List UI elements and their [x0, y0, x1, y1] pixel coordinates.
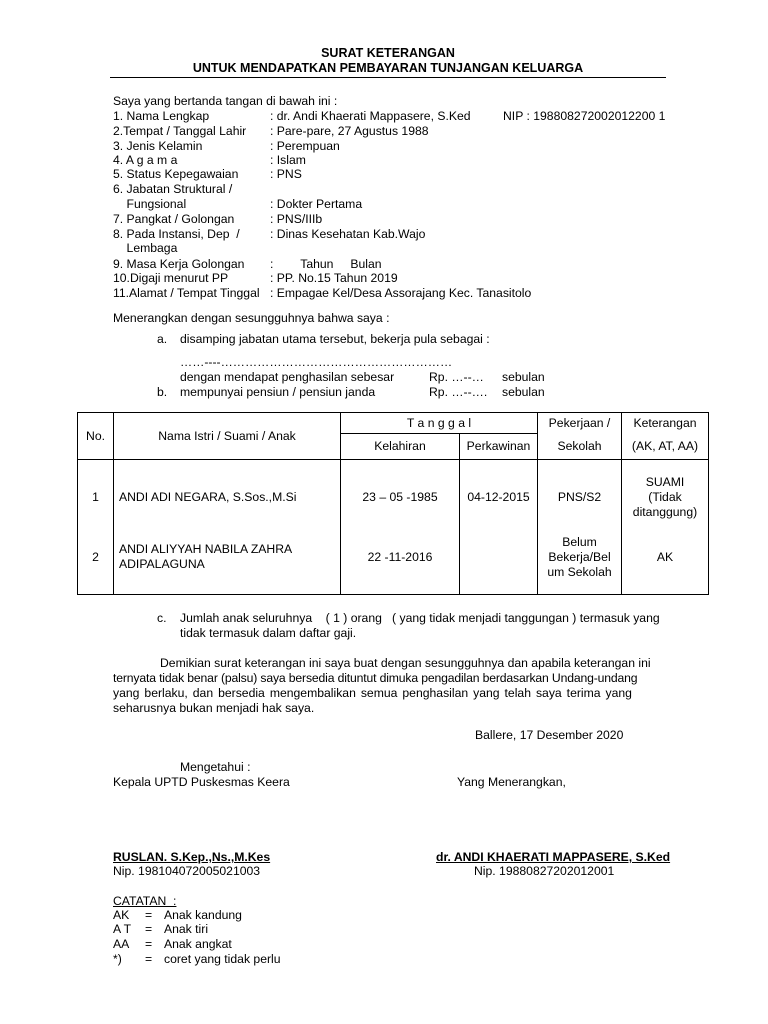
- item-a-per: sebulan: [502, 370, 545, 384]
- item-c-marker: c.: [157, 611, 167, 625]
- catatan-desc: Anak angkat: [164, 937, 232, 951]
- field-value: : Tahun Bulan: [270, 257, 382, 271]
- catatan-code: *): [113, 952, 122, 966]
- field-label: 9. Masa Kerja Golongan: [113, 257, 245, 271]
- field-value: : Perempuan: [270, 139, 340, 153]
- field-value: : Pare-pare, 27 Agustus 1988: [270, 124, 429, 138]
- table-cell-keterangan: AK: [656, 549, 674, 564]
- field-label: 5. Status Kepegawaian: [113, 167, 239, 181]
- family-table: [77, 412, 709, 595]
- field-value: : dr. Andi Khaerati Mappasere, S.Ked: [270, 109, 471, 123]
- catatan-eq: =: [145, 908, 153, 922]
- table-cell-perkawinan: [460, 532, 537, 582]
- header-kelahiran: Kelahiran: [374, 439, 426, 453]
- table-border: [708, 412, 709, 595]
- declaration-text: Menerangkan dengan sesungguhnya bahwa saya :: [113, 311, 390, 325]
- header-nama: Nama Istri / Suami / Anak: [158, 428, 296, 443]
- catatan-code: AK: [113, 908, 130, 922]
- table-cell-keterangan: SUAMI (Tidak ditanggung): [632, 474, 698, 519]
- header-keterangan-codes: (AK, AT, AA): [631, 439, 699, 453]
- place-date: Ballere, 17 Desember 2020: [475, 728, 624, 742]
- document-subtitle: UNTUK MENDAPATKAN PEMBAYARAN TUNJANGAN KELUARGA: [192, 61, 584, 75]
- closing-line: ternyata tidak benar (palsu) saya bersedia dituntut dimuka pengadilan berdasarkan Undang-undang: [113, 671, 638, 685]
- field-label: 1. Nama Lengkap: [113, 109, 210, 123]
- field-label: 2.Tempat / Tanggal Lahir: [113, 124, 247, 138]
- field-label: 3. Jenis Kelamin: [113, 139, 203, 153]
- field-label: 10.Digaji menurut PP: [113, 271, 229, 285]
- item-b-rp: Rp. …--….: [429, 385, 488, 399]
- catatan-title: CATATAN :: [113, 894, 177, 908]
- intro-text: Saya yang bertanda tangan di bawah ini :: [113, 94, 338, 108]
- field-value: : Dinas Kesehatan Kab.Wajo: [270, 227, 426, 241]
- table-border: [77, 594, 709, 595]
- field-label: 6. Jabatan Struktural /: [113, 182, 233, 196]
- header-sekolah: Sekolah: [557, 439, 602, 453]
- mengetahui-label: Mengetahui :: [180, 760, 251, 774]
- table-cell-perkawinan: 04-12-2015: [467, 489, 530, 504]
- table-cell-pekerjaan: Belum Bekerja/Bel um Sekolah: [547, 534, 612, 579]
- item-b-marker: b.: [157, 385, 168, 399]
- field-value: : PNS/IIIb: [270, 212, 323, 226]
- field-value: : Islam: [270, 153, 306, 167]
- field-label: 8. Pada Instansi, Dep /: [113, 227, 240, 241]
- item-b-text: mempunyai pensiun / pensiun janda: [180, 385, 376, 399]
- field-label: Fungsional: [113, 197, 187, 211]
- catatan-eq: =: [145, 922, 153, 936]
- table-cell-pekerjaan: PNS/S2: [557, 489, 602, 504]
- right-signer-name: dr. ANDI KHAERATI MAPPASERE, S.Ked: [436, 850, 671, 864]
- table-cell-no: 2: [92, 549, 99, 564]
- field-label: 11.Alamat / Tempat Tinggal: [113, 286, 260, 300]
- table-cell-kelahiran: 22 -11-2016: [367, 549, 433, 564]
- left-signer-title: Kepala UPTD Puskesmas Keera: [113, 775, 290, 789]
- table-border: [77, 459, 709, 460]
- field-value: : Empagae Kel/Desa Assorajang Kec. Tanasitolo: [270, 286, 532, 300]
- catatan-desc: Anak kandung: [164, 908, 242, 922]
- catatan-desc: coret yang tidak perlu: [164, 952, 281, 966]
- item-a-text: disamping jabatan utama tersebut, bekerja pula sebagai :: [180, 332, 490, 346]
- item-b-per: sebulan: [502, 385, 545, 399]
- table-cell-nama: ANDI ALIYYAH NABILA ZAHRA ADIPALAGUNA: [119, 542, 292, 571]
- nip-value: NIP : 198808272002012200 1: [503, 109, 666, 123]
- table-cell-kelahiran: 23 – 05 -1985: [362, 489, 438, 504]
- field-value: : PNS: [270, 167, 302, 181]
- catatan-desc: Anak tiri: [164, 922, 209, 936]
- catatan-code: A T: [113, 922, 132, 936]
- catatan-code: AA: [113, 937, 130, 951]
- item-a-rp: Rp. …--…: [429, 370, 484, 384]
- field-label: Lembaga: [113, 241, 178, 255]
- field-value: : PP. No.15 Tahun 2019: [270, 271, 398, 285]
- catatan-eq: =: [145, 952, 153, 966]
- header-pekerjaan: Pekerjaan /: [548, 415, 611, 430]
- header-perkawinan: Perkawinan: [466, 439, 531, 453]
- item-c-line2: tidak termasuk dalam daftar gaji.: [180, 626, 357, 640]
- item-a-income: dengan mendapat penghasilan sebesar: [180, 370, 395, 384]
- header-tanggal: T a n g g a l: [406, 415, 472, 430]
- item-a-dots: ……----…………………………………………………: [180, 355, 453, 369]
- field-value: : Dokter Pertama: [270, 197, 363, 211]
- table-cell-no: 1: [92, 489, 99, 504]
- closing-line: seharusnya bukan menjadi hak saya.: [113, 701, 315, 715]
- left-signer-nip: Nip. 198104072005021003: [113, 864, 261, 878]
- catatan-eq: =: [145, 937, 153, 951]
- document-title: SURAT KETERANGAN: [321, 46, 455, 60]
- field-label: 7. Pangkat / Golongan: [113, 212, 235, 226]
- header-no: No.: [86, 428, 105, 443]
- item-c-line1: Jumlah anak seluruhnya ( 1 ) orang ( yang tidak menjadi tanggungan ) termasuk yang: [180, 611, 660, 625]
- closing-line: yang berlaku, dan bersedia mengembalikan semua penghasilan yang telah saya terima yang: [113, 686, 632, 700]
- table-cell-nama: ANDI ADI NEGARA, S.Sos.,M.Si: [119, 489, 297, 504]
- header-keterangan: Keterangan: [633, 415, 697, 430]
- right-signer-title: Yang Menerangkan,: [457, 775, 566, 789]
- closing-line: Demikian surat keterangan ini saya buat dengan sesungguhnya dan apabila keterangan ini: [160, 656, 651, 670]
- right-signer-nip: Nip. 19880827202012001: [474, 864, 615, 878]
- item-a-marker: a.: [157, 332, 168, 346]
- title-underline: [110, 77, 666, 78]
- field-label: 4. A g a m a: [113, 153, 178, 167]
- left-signer-name: RUSLAN. S.Kep.,Ns.,M.Kes: [113, 850, 271, 864]
